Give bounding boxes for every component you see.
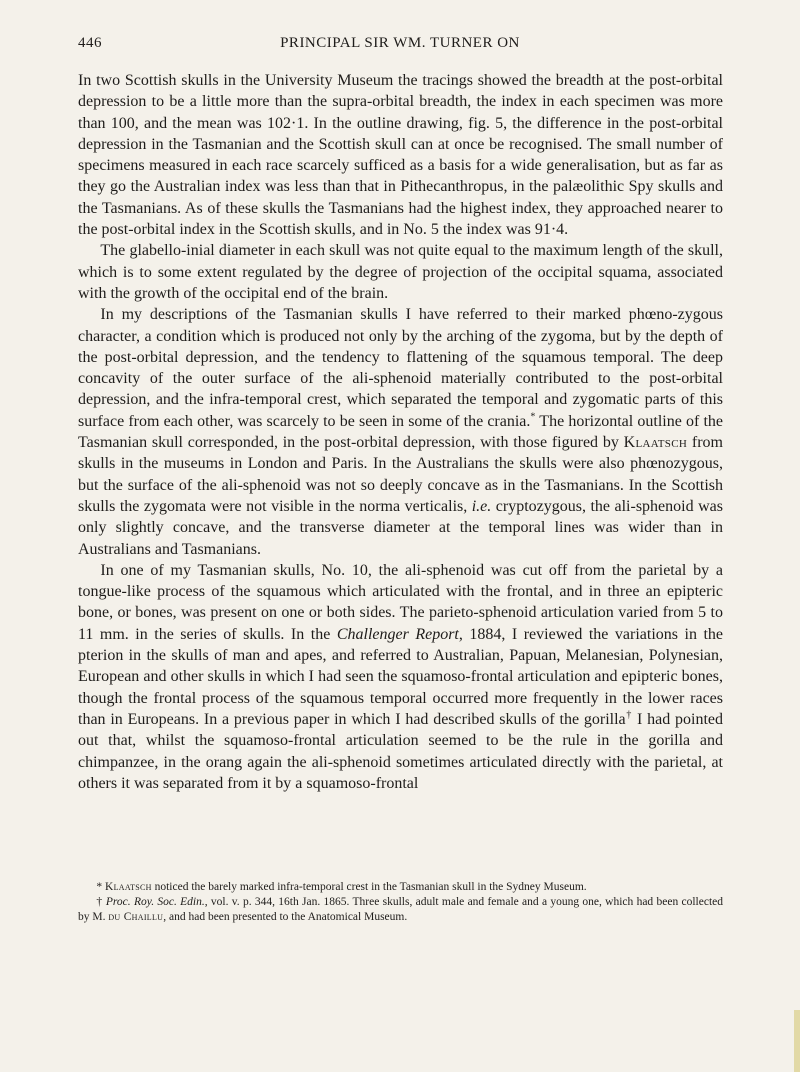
- page-number: 446: [78, 35, 102, 51]
- footnote-mark: *: [96, 881, 103, 893]
- footnote-ref[interactable]: *: [530, 411, 536, 423]
- paragraph-1: In two Scottish skulls in the University Museum the tracings showed the breadth at the post-orbital depression to be a little more than the supra-orbital breadth, the index in each specimen was more than 100, and the mean was 102·1. In the outline drawing, fig. 5, the difference in the post-orbital depression in the Tasmanian and the Scottish skull can at once be recognised. The small number of specimens measured in each race scarcely sufficed as a basis for a wide generalisation, but as far as they go the Australian index was less than that in Pithecanthropus, in the palæolithic Spy skulls and the Tasmanians. As of these skulls the Tasmanians had the highest index, they approached nearer to the post-orbital index in the Scottish skulls, and in No. 5 the index was 91·4.: [78, 72, 723, 239]
- text-run: I had pointed out that, whilst the squamoso-frontal articulation seemed to be the rule in the gorilla and chimpanzee, in the orang again the ali-sphenoid sometimes articulated directly with the parietal, at others it was separated from it by a squamoso-frontal: [78, 710, 723, 792]
- paragraph-2: The glabello-inial diameter in each skull was not quite equal to the maximum length of the skull, which is to some extent regulated by the degree of projection of the occipital squama, associated with the growth of the occipital end of the brain.: [78, 242, 723, 302]
- footnotes: [78, 880, 723, 925]
- footnote-text: , and had been presented to the Anatomical Museum.: [163, 911, 408, 923]
- text-run: The horizontal outline of the Tasmanian skull corresponded, in the post-orbital depression, with those figured by: [78, 412, 724, 452]
- text-run: cryptozygous, the ali-sphenoid was only slightly concave, and the transverse diameter at the temporal lines was wider than in Australians and Tasmanians.: [78, 497, 723, 558]
- author-name: Klaatsch: [623, 434, 688, 452]
- journal-title: Proc. Roy. Soc. Edin.: [105, 896, 205, 908]
- text-run: In my descriptions of the Tasmanian skulls I have referred to their marked phœno-zygous character, a condition which is produced not only by the arching of the zygoma, but by the depth of the post-orbital depression, and the tendency to flattening of the squamous temporal. The deep concavity of the outer surface of the ali-sphenoid materially contributed to the post-orbital depression, and the infra-temporal crest, which separated the temporal and zygomatic parts of this surface from each other, was scarcely to be seen in some of the crania.: [78, 306, 723, 430]
- running-title: PRINCIPAL SIR WM. TURNER ON: [280, 35, 520, 51]
- italic-title: Challenger Report: [336, 625, 459, 643]
- text-run: from skulls in the museums in London and Paris. In the Australians the skulls were also phœnozygous, but the surface of the ali-sphenoid was not so deeply concave as in the Tasmanians. In the Scottish skulls the zygomata were not visible in the norma verticalis,: [78, 434, 723, 515]
- paragraph-3: [78, 304, 723, 560]
- footnote-1: [78, 880, 723, 895]
- footnote-text: , vol. v. p. 344, 16th Jan. 1865. Three skulls, adult male and female and a young one, which had been collected by M.: [78, 896, 723, 923]
- italic-term: i.e.: [471, 497, 492, 515]
- footnote-text: noticed the barely marked infra-temporal crest in the Tasmanian skull in the Sydney Museum.: [151, 881, 587, 893]
- author-name: Klaatsch: [105, 881, 152, 893]
- author-name: du Chaillu: [108, 911, 164, 923]
- footnote-mark: †: [96, 896, 103, 908]
- running-head: [78, 35, 722, 52]
- page-edge-discoloration: [794, 1010, 800, 1072]
- text-run: , 1884, I reviewed the variations in the pterion in the skulls of man and apes, and referred to Australian, Papuan, Melanesian, Polynesian, European and other skulls in which I had seen the squamoso-frontal articulation and epipteric bones, though the frontal process of the squamous temporal occurred more frequently in the lower races than in Europeans. In a previous paper in which I had described skulls of the gorilla: [78, 625, 724, 728]
- footnote-2: [78, 895, 723, 925]
- body-text: [78, 70, 723, 794]
- text-run: In one of my Tasmanian skulls, No. 10, the ali-sphenoid was cut off from the parietal by a tongue-like process of the squamous which articulated with the frontal, and in three an epipteric bone, or bones, was present on one or both sides. The parieto-sphenoid articulation varied from 5 to 11 mm. in the series of skulls. In the: [78, 561, 723, 643]
- footnote-ref[interactable]: †: [625, 709, 633, 721]
- paragraph-4: [78, 560, 723, 794]
